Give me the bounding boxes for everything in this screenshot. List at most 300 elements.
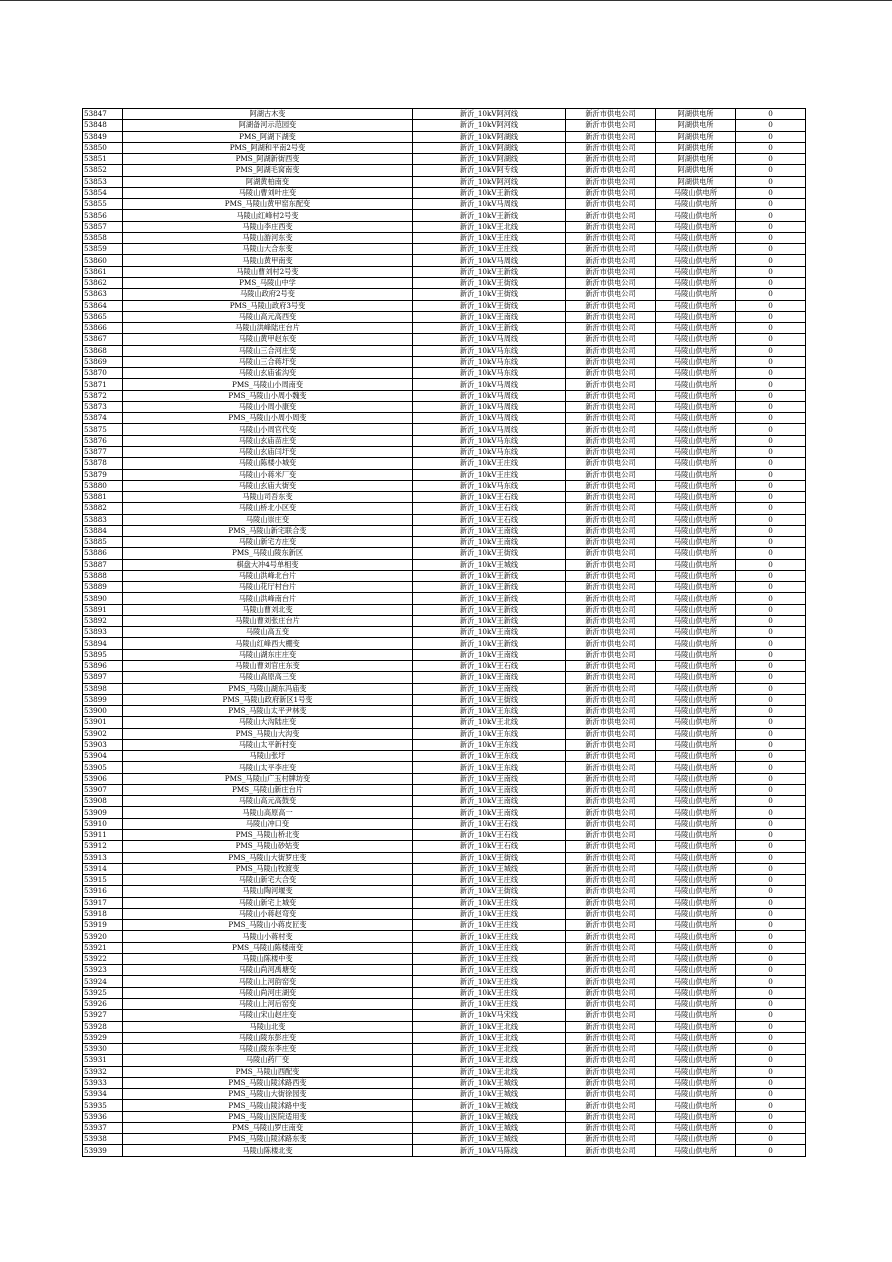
transformer-name-cell: 马陵山大合东变 (123, 244, 413, 255)
table-row (83, 570, 806, 581)
company-cell: 新沂市供电公司 (566, 661, 656, 672)
company-cell: 新沂市供电公司 (566, 886, 656, 897)
table-row (83, 424, 806, 435)
transformer-name-cell: 马陵山新宅大合变 (123, 875, 413, 886)
company-cell: 新沂市供电公司 (566, 582, 656, 593)
feeder-line-cell: 新沂_10kV王东线 (413, 706, 566, 717)
company-cell: 新沂市供电公司 (566, 525, 656, 536)
table-row (83, 796, 806, 807)
row-id-cell: 53863 (83, 289, 123, 300)
company-cell: 新沂市供电公司 (566, 165, 656, 176)
value-cell: 0 (736, 593, 806, 604)
transformer-name-cell: 马陵山曹刘北变 (123, 604, 413, 615)
station-cell: 马陵山供电所 (656, 1066, 736, 1077)
feeder-line-cell: 新沂_10kV马东线 (413, 368, 566, 379)
row-id-cell: 53939 (83, 1145, 123, 1156)
station-cell: 马陵山供电所 (656, 987, 736, 998)
company-cell: 新沂市供电公司 (566, 176, 656, 187)
transformer-name-cell: PMS_马陵山太平尹林变 (123, 706, 413, 717)
company-cell: 新沂市供电公司 (566, 492, 656, 503)
station-cell: 马陵山供电所 (656, 210, 736, 221)
table-row (83, 368, 806, 379)
value-cell: 0 (736, 514, 806, 525)
transformer-name-cell: 马陵山陈楼北变 (123, 1145, 413, 1156)
feeder-line-cell: 新沂_10kV王庄线 (413, 953, 566, 964)
table-row (83, 920, 806, 931)
company-cell: 新沂市供电公司 (566, 300, 656, 311)
table-row (83, 401, 806, 412)
feeder-line-cell: 新沂_10kV王庄线 (413, 897, 566, 908)
row-id-cell: 53888 (83, 570, 123, 581)
table-row (83, 582, 806, 593)
value-cell: 0 (736, 413, 806, 424)
station-cell: 马陵山供电所 (656, 841, 736, 852)
feeder-line-cell: 新沂_10kV王南线 (413, 627, 566, 638)
company-cell: 新沂市供电公司 (566, 1100, 656, 1111)
data-table (82, 108, 806, 1157)
transformer-name-cell: 马陵山太平新村变 (123, 739, 413, 750)
feeder-line-cell: 新沂_10kV王石线 (413, 514, 566, 525)
table-row (83, 953, 806, 964)
row-id-cell: 53882 (83, 503, 123, 514)
value-cell: 0 (736, 751, 806, 762)
station-cell: 马陵山供电所 (656, 548, 736, 559)
company-cell: 新沂市供电公司 (566, 908, 656, 919)
table-row (83, 717, 806, 728)
feeder-line-cell: 新沂_10kV阿专线 (413, 165, 566, 176)
row-id-cell: 53884 (83, 525, 123, 536)
value-cell: 0 (736, 424, 806, 435)
table-row (83, 1122, 806, 1133)
station-cell: 马陵山供电所 (656, 931, 736, 942)
table-row (83, 1077, 806, 1088)
row-id-cell: 53881 (83, 492, 123, 503)
feeder-line-cell: 新沂_10kV王南线 (413, 537, 566, 548)
transformer-name-cell: PMS_阿湖下湖变 (123, 131, 413, 142)
row-id-cell: 53922 (83, 953, 123, 964)
row-id-cell: 53867 (83, 334, 123, 345)
row-id-cell: 53915 (83, 875, 123, 886)
station-cell: 马陵山供电所 (656, 1145, 736, 1156)
table-row (83, 176, 806, 187)
table-row (83, 841, 806, 852)
station-cell: 阿湖供电所 (656, 109, 736, 120)
station-cell: 马陵山供电所 (656, 908, 736, 919)
company-cell: 新沂市供电公司 (566, 717, 656, 728)
company-cell: 新沂市供电公司 (566, 187, 656, 198)
table-row (83, 334, 806, 345)
value-cell: 0 (736, 897, 806, 908)
company-cell: 新沂市供电公司 (566, 1134, 656, 1145)
transformer-name-cell: 马陵山新宅方庄变 (123, 537, 413, 548)
table-row (83, 672, 806, 683)
station-cell: 马陵山供电所 (656, 694, 736, 705)
transformer-name-cell: PMS_马陵山罗庄南变 (123, 1122, 413, 1133)
row-id-cell: 53851 (83, 154, 123, 165)
company-cell: 新沂市供电公司 (566, 1122, 656, 1133)
feeder-line-cell: 新沂_10kV王东线 (413, 728, 566, 739)
value-cell: 0 (736, 942, 806, 953)
feeder-line-cell: 新沂_10kV王石线 (413, 841, 566, 852)
transformer-name-cell: 马陵山小周小康变 (123, 401, 413, 412)
table-row (83, 120, 806, 131)
value-cell: 0 (736, 683, 806, 694)
row-id-cell: 53923 (83, 965, 123, 976)
feeder-line-cell: 新沂_10kV王南线 (413, 807, 566, 818)
row-id-cell: 53917 (83, 897, 123, 908)
company-cell: 新沂市供电公司 (566, 942, 656, 953)
row-id-cell: 53877 (83, 446, 123, 457)
value-cell: 0 (736, 221, 806, 232)
company-cell: 新沂市供电公司 (566, 1077, 656, 1088)
table-row (83, 807, 806, 818)
station-cell: 马陵山供电所 (656, 503, 736, 514)
value-cell: 0 (736, 931, 806, 942)
table-row (83, 852, 806, 863)
feeder-line-cell: 新沂_10kV王城线 (413, 863, 566, 874)
company-cell: 新沂市供电公司 (566, 672, 656, 683)
row-id-cell: 53938 (83, 1134, 123, 1145)
transformer-name-cell: 马陵山高原高三变 (123, 672, 413, 683)
value-cell: 0 (736, 469, 806, 480)
table-row (83, 1145, 806, 1156)
table-row (83, 480, 806, 491)
company-cell: 新沂市供电公司 (566, 852, 656, 863)
transformer-name-cell: 马陵山太平李庄变 (123, 762, 413, 773)
transformer-name-cell: 马陵山红峰村2号变 (123, 210, 413, 221)
table-row (83, 683, 806, 694)
transformer-name-cell: PMS_马陵山政府3号变 (123, 300, 413, 311)
row-id-cell: 53859 (83, 244, 123, 255)
station-cell: 马陵山供电所 (656, 773, 736, 784)
value-cell: 0 (736, 379, 806, 390)
company-cell: 新沂市供电公司 (566, 931, 656, 942)
station-cell: 马陵山供电所 (656, 277, 736, 288)
station-cell: 马陵山供电所 (656, 300, 736, 311)
row-id-cell: 53869 (83, 356, 123, 367)
company-cell: 新沂市供电公司 (566, 1044, 656, 1055)
row-id-cell: 53897 (83, 672, 123, 683)
station-cell: 阿湖供电所 (656, 154, 736, 165)
feeder-line-cell: 新沂_10kV马周线 (413, 401, 566, 412)
feeder-line-cell: 新沂_10kV王北线 (413, 717, 566, 728)
value-cell: 0 (736, 1021, 806, 1032)
feeder-line-cell: 新沂_10kV王南线 (413, 649, 566, 660)
feeder-line-cell: 新沂_10kV王庄线 (413, 976, 566, 987)
table-row (83, 739, 806, 750)
feeder-line-cell: 新沂_10kV王街线 (413, 289, 566, 300)
table-row (83, 728, 806, 739)
table-row (83, 458, 806, 469)
transformer-name-cell: PMS_马陵山新宅联合变 (123, 525, 413, 536)
feeder-line-cell: 新沂_10kV王新线 (413, 210, 566, 221)
transformer-name-cell: 马陵山上河后窑变 (123, 998, 413, 1009)
transformer-name-cell: 马陵山洪峰陆庄台片 (123, 323, 413, 334)
value-cell: 0 (736, 142, 806, 153)
value-cell: 0 (736, 311, 806, 322)
feeder-line-cell: 新沂_10kV王庄线 (413, 942, 566, 953)
value-cell: 0 (736, 266, 806, 277)
transformer-name-cell: 马陵山玄庙雀沟变 (123, 368, 413, 379)
row-id-cell: 53904 (83, 751, 123, 762)
transformer-name-cell: 马陵山玄庙苗庄变 (123, 435, 413, 446)
transformer-name-cell: 马陵山花厅村台片 (123, 582, 413, 593)
transformer-name-cell: PMS_马陵山小蒋皮匠变 (123, 920, 413, 931)
row-id-cell: 53885 (83, 537, 123, 548)
row-id-cell: 53914 (83, 863, 123, 874)
station-cell: 马陵山供电所 (656, 784, 736, 795)
company-cell: 新沂市供电公司 (566, 830, 656, 841)
transformer-name-cell: 马陵山三合蒋圩变 (123, 356, 413, 367)
row-id-cell: 53902 (83, 728, 123, 739)
value-cell: 0 (736, 965, 806, 976)
feeder-line-cell: 新沂_10kV王石线 (413, 661, 566, 672)
station-cell: 马陵山供电所 (656, 379, 736, 390)
company-cell: 新沂市供电公司 (566, 784, 656, 795)
value-cell: 0 (736, 672, 806, 683)
transformer-name-cell: PMS_马陵山西配变 (123, 1066, 413, 1077)
row-id-cell: 53932 (83, 1066, 123, 1077)
row-id-cell: 53864 (83, 300, 123, 311)
feeder-line-cell: 新沂_10kV王城线 (413, 1134, 566, 1145)
row-id-cell: 53856 (83, 210, 123, 221)
station-cell: 马陵山供电所 (656, 446, 736, 457)
table-row (83, 165, 806, 176)
row-id-cell: 53880 (83, 480, 123, 491)
station-cell: 马陵山供电所 (656, 1122, 736, 1133)
station-cell: 马陵山供电所 (656, 1032, 736, 1043)
company-cell: 新沂市供电公司 (566, 120, 656, 131)
company-cell: 新沂市供电公司 (566, 841, 656, 852)
feeder-line-cell: 新沂_10kV王庄线 (413, 458, 566, 469)
table-row (83, 942, 806, 953)
company-cell: 新沂市供电公司 (566, 548, 656, 559)
feeder-line-cell: 新沂_10kV马东线 (413, 446, 566, 457)
station-cell: 马陵山供电所 (656, 582, 736, 593)
row-id-cell: 53887 (83, 559, 123, 570)
company-cell: 新沂市供电公司 (566, 345, 656, 356)
table-row (83, 503, 806, 514)
station-cell: 阿湖供电所 (656, 120, 736, 131)
station-cell: 马陵山供电所 (656, 672, 736, 683)
transformer-name-cell: PMS_马陵山小周小魏变 (123, 390, 413, 401)
station-cell: 马陵山供电所 (656, 244, 736, 255)
table-row (83, 886, 806, 897)
station-cell: 马陵山供电所 (656, 435, 736, 446)
feeder-line-cell: 新沂_10kV马陈线 (413, 1145, 566, 1156)
station-cell: 马陵山供电所 (656, 976, 736, 987)
station-cell: 马陵山供电所 (656, 221, 736, 232)
feeder-line-cell: 新沂_10kV王南线 (413, 672, 566, 683)
table-row (83, 548, 806, 559)
row-id-cell: 53896 (83, 661, 123, 672)
table-row (83, 446, 806, 457)
transformer-name-cell: PMS_马陵山桥北变 (123, 830, 413, 841)
transformer-name-cell: PMS_马陵山小周南变 (123, 379, 413, 390)
row-id-cell: 53858 (83, 232, 123, 243)
transformer-name-cell: 阿湖古木变 (123, 109, 413, 120)
value-cell: 0 (736, 1134, 806, 1145)
station-cell: 马陵山供电所 (656, 413, 736, 424)
value-cell: 0 (736, 570, 806, 581)
transformer-name-cell: 马陵山新宅上城变 (123, 897, 413, 908)
feeder-line-cell: 新沂_10kV王庄线 (413, 987, 566, 998)
value-cell: 0 (736, 953, 806, 964)
company-cell: 新沂市供电公司 (566, 897, 656, 908)
row-id-cell: 53937 (83, 1122, 123, 1133)
company-cell: 新沂市供电公司 (566, 413, 656, 424)
table-row (83, 469, 806, 480)
table-row (83, 131, 806, 142)
feeder-line-cell: 新沂_10kV王石线 (413, 818, 566, 829)
table-row (83, 976, 806, 987)
feeder-line-cell: 新沂_10kV马东线 (413, 356, 566, 367)
company-cell: 新沂市供电公司 (566, 131, 656, 142)
transformer-name-cell: 马陵山司吾东变 (123, 492, 413, 503)
row-id-cell: 53903 (83, 739, 123, 750)
transformer-name-cell: 马陵山玄庙闫圩变 (123, 446, 413, 457)
feeder-line-cell: 新沂_10kV王南线 (413, 796, 566, 807)
table-row (83, 221, 806, 232)
station-cell: 马陵山供电所 (656, 897, 736, 908)
station-cell: 马陵山供电所 (656, 469, 736, 480)
transformer-name-cell: 马陵山曹刘官庄东变 (123, 661, 413, 672)
transformer-name-cell: PMS_马陵山黄甲窑东配变 (123, 199, 413, 210)
value-cell: 0 (736, 1032, 806, 1043)
station-cell: 马陵山供电所 (656, 593, 736, 604)
value-cell: 0 (736, 649, 806, 660)
table-row (83, 187, 806, 198)
company-cell: 新沂市供电公司 (566, 1145, 656, 1156)
feeder-line-cell: 新沂_10kV王街线 (413, 694, 566, 705)
row-id-cell: 53875 (83, 424, 123, 435)
row-id-cell: 53918 (83, 908, 123, 919)
company-cell: 新沂市供电公司 (566, 1010, 656, 1021)
station-cell: 马陵山供电所 (656, 356, 736, 367)
row-id-cell: 53931 (83, 1055, 123, 1066)
row-id-cell: 53898 (83, 683, 123, 694)
feeder-line-cell: 新沂_10kV王新线 (413, 615, 566, 626)
station-cell: 马陵山供电所 (656, 570, 736, 581)
station-cell: 马陵山供电所 (656, 649, 736, 660)
transformer-name-cell: PMS_阿湖毛窝南变 (123, 165, 413, 176)
transformer-name-cell: 马陵山玄庙大街变 (123, 480, 413, 491)
feeder-line-cell: 新沂_10kV王庄线 (413, 998, 566, 1009)
station-cell: 马陵山供电所 (656, 762, 736, 773)
station-cell: 马陵山供电所 (656, 852, 736, 863)
station-cell: 马陵山供电所 (656, 728, 736, 739)
feeder-line-cell: 新沂_10kV王南线 (413, 773, 566, 784)
value-cell: 0 (736, 998, 806, 1009)
table-row (83, 1021, 806, 1032)
value-cell: 0 (736, 255, 806, 266)
value-cell: 0 (736, 762, 806, 773)
transformer-name-cell: PMS_马陵山砂姑变 (123, 841, 413, 852)
value-cell: 0 (736, 638, 806, 649)
row-id-cell: 53886 (83, 548, 123, 559)
value-cell: 0 (736, 739, 806, 750)
row-id-cell: 53906 (83, 773, 123, 784)
company-cell: 新沂市供电公司 (566, 807, 656, 818)
company-cell: 新沂市供电公司 (566, 739, 656, 750)
value-cell: 0 (736, 165, 806, 176)
transformer-name-cell: PMS_马陵山牧渡变 (123, 863, 413, 874)
company-cell: 新沂市供电公司 (566, 503, 656, 514)
row-id-cell: 53892 (83, 615, 123, 626)
value-cell: 0 (736, 604, 806, 615)
feeder-line-cell: 新沂_10kV王东线 (413, 762, 566, 773)
company-cell: 新沂市供电公司 (566, 277, 656, 288)
table-row (83, 593, 806, 604)
row-id-cell: 53879 (83, 469, 123, 480)
row-id-cell: 53933 (83, 1077, 123, 1088)
feeder-line-cell: 新沂_10kV王城线 (413, 559, 566, 570)
feeder-line-cell: 新沂_10kV王北线 (413, 221, 566, 232)
row-id-cell: 53866 (83, 323, 123, 334)
row-id-cell: 53876 (83, 435, 123, 446)
row-id-cell: 53934 (83, 1089, 123, 1100)
table-row (83, 232, 806, 243)
row-id-cell: 53925 (83, 987, 123, 998)
station-cell: 阿湖供电所 (656, 165, 736, 176)
transformer-name-cell: 马陵山大沟陆庄变 (123, 717, 413, 728)
company-cell: 新沂市供电公司 (566, 728, 656, 739)
value-cell: 0 (736, 863, 806, 874)
feeder-line-cell: 新沂_10kV王街线 (413, 548, 566, 559)
feeder-line-cell: 新沂_10kV王新线 (413, 638, 566, 649)
value-cell: 0 (736, 323, 806, 334)
value-cell: 0 (736, 694, 806, 705)
feeder-line-cell: 新沂_10kV王北线 (413, 1032, 566, 1043)
value-cell: 0 (736, 176, 806, 187)
row-id-cell: 53857 (83, 221, 123, 232)
feeder-line-cell: 新沂_10kV阿湖线 (413, 154, 566, 165)
value-cell: 0 (736, 559, 806, 570)
row-id-cell: 53894 (83, 638, 123, 649)
value-cell: 0 (736, 886, 806, 897)
company-cell: 新沂市供电公司 (566, 390, 656, 401)
row-id-cell: 53911 (83, 830, 123, 841)
row-id-cell: 53861 (83, 266, 123, 277)
transformer-name-cell: 马陵山游河东变 (123, 232, 413, 243)
row-id-cell: 53936 (83, 1111, 123, 1122)
row-id-cell: 53871 (83, 379, 123, 390)
transformer-name-cell: 棋盘大冲4号单相变 (123, 559, 413, 570)
value-cell: 0 (736, 841, 806, 852)
value-cell: 0 (736, 232, 806, 243)
value-cell: 0 (736, 300, 806, 311)
value-cell: 0 (736, 784, 806, 795)
company-cell: 新沂市供电公司 (566, 1089, 656, 1100)
row-id-cell: 53935 (83, 1100, 123, 1111)
feeder-line-cell: 新沂_10kV王庄线 (413, 920, 566, 931)
station-cell: 马陵山供电所 (656, 615, 736, 626)
table-row (83, 199, 806, 210)
feeder-line-cell: 新沂_10kV王石线 (413, 503, 566, 514)
station-cell: 马陵山供电所 (656, 830, 736, 841)
company-cell: 新沂市供电公司 (566, 987, 656, 998)
row-id-cell: 53900 (83, 706, 123, 717)
company-cell: 新沂市供电公司 (566, 424, 656, 435)
station-cell: 马陵山供电所 (656, 920, 736, 931)
transformer-name-cell: 马陵山曹刘叶庄变 (123, 187, 413, 198)
value-cell: 0 (736, 492, 806, 503)
transformer-name-cell: PMS_马陵山湖东冯庙变 (123, 683, 413, 694)
table-row (83, 559, 806, 570)
row-id-cell: 53909 (83, 807, 123, 818)
company-cell: 新沂市供电公司 (566, 762, 656, 773)
feeder-line-cell: 新沂_10kV马东线 (413, 435, 566, 446)
